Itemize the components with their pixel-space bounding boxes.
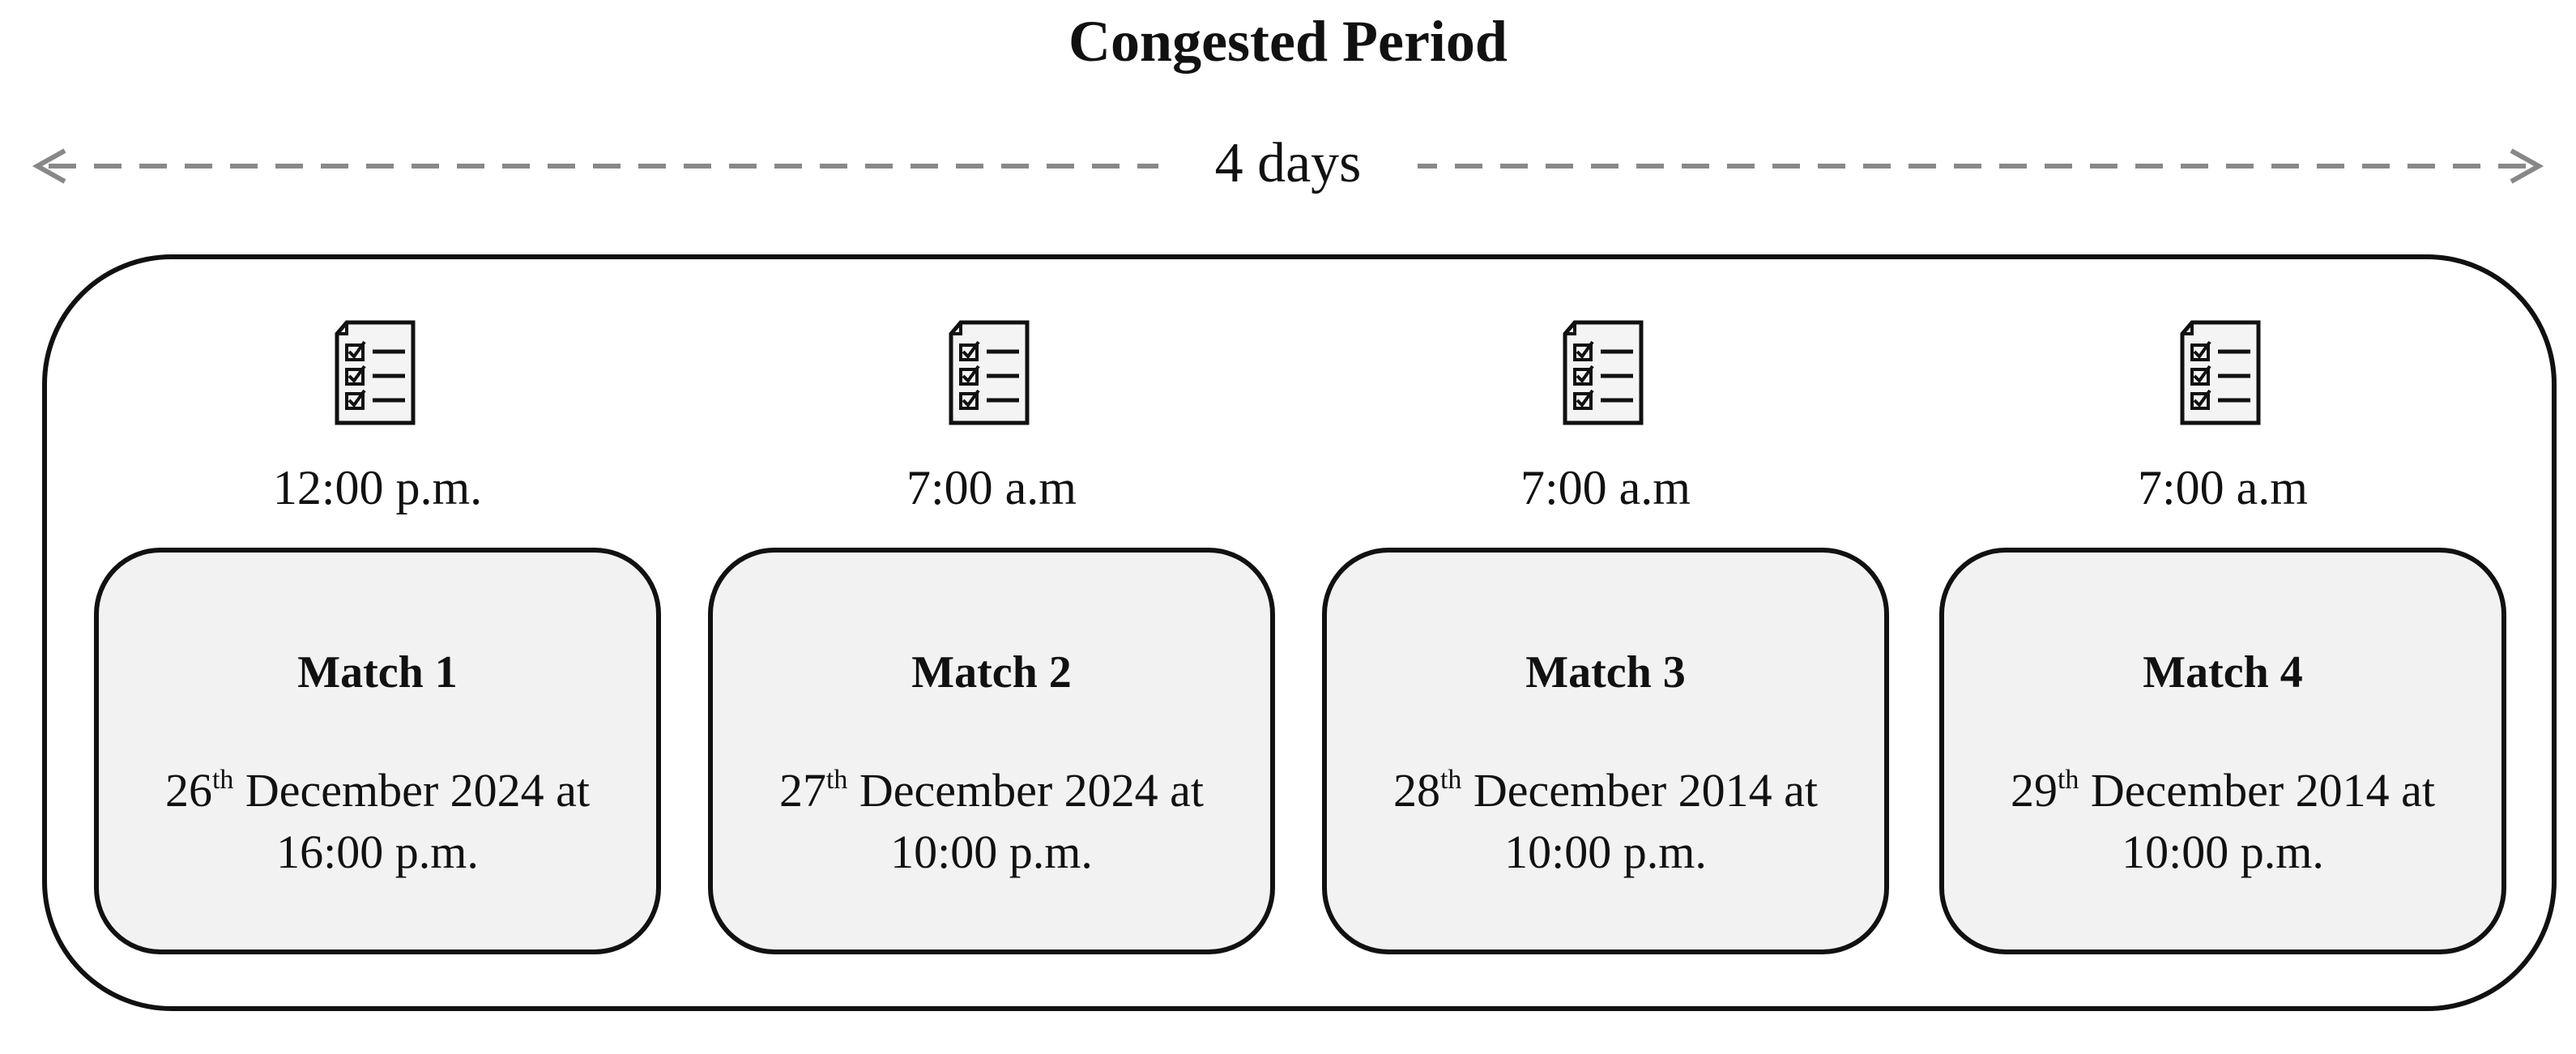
match-3-box xyxy=(1322,548,1889,954)
match-3-title: Match 3 xyxy=(1525,647,1686,698)
match-column-1 xyxy=(94,0,661,1054)
duration-label: 4 days xyxy=(1158,123,1418,204)
match-2-date-rest: December 2024 at xyxy=(847,764,1205,817)
checklist-document-icon xyxy=(329,319,426,428)
match-1-day: 26 xyxy=(164,764,212,817)
match-2-day: 27 xyxy=(778,764,826,817)
match-4-title: Match 4 xyxy=(2143,647,2303,698)
match-2-title: Match 2 xyxy=(911,647,1072,698)
match-2-time: 7:00 a.m xyxy=(906,461,1077,514)
checklist-document-icon xyxy=(943,319,1040,428)
match-3-ordinal: th xyxy=(1439,765,1462,795)
match-3-date xyxy=(1327,760,1884,883)
match-4-date xyxy=(1944,760,2501,883)
match-1-kickoff: 16:00 p.m. xyxy=(276,826,479,878)
match-1-box xyxy=(94,548,661,954)
match-3-date-rest: December 2014 at xyxy=(1461,764,1819,817)
match-3-day: 28 xyxy=(1392,764,1440,817)
match-2-ordinal: th xyxy=(825,765,848,795)
match-1-title: Match 1 xyxy=(297,647,458,698)
match-4-ordinal: th xyxy=(2057,765,2079,795)
match-2-date xyxy=(713,760,1270,883)
match-1-time: 12:00 p.m. xyxy=(272,461,483,514)
match-column-3 xyxy=(1322,0,1889,1054)
match-column-4 xyxy=(1939,0,2506,1054)
match-1-date xyxy=(99,760,656,883)
match-3-kickoff: 10:00 p.m. xyxy=(1504,826,1707,878)
match-4-box xyxy=(1939,548,2506,954)
match-2-kickoff: 10:00 p.m. xyxy=(890,826,1093,878)
checklist-document-icon xyxy=(2174,319,2271,428)
match-4-time: 7:00 a.m xyxy=(2138,461,2308,514)
match-4-day: 29 xyxy=(2010,764,2058,817)
diagram-title: Congested Period xyxy=(1068,9,1508,74)
checklist-document-icon xyxy=(1557,319,1654,428)
match-2-box xyxy=(708,548,1275,954)
match-3-time: 7:00 a.m xyxy=(1520,461,1691,514)
match-4-date-rest: December 2014 at xyxy=(2079,764,2436,817)
match-column-2 xyxy=(708,0,1275,1054)
match-1-date-rest: December 2024 at xyxy=(233,764,591,817)
match-1-ordinal: th xyxy=(211,765,234,795)
match-4-kickoff: 10:00 p.m. xyxy=(2122,826,2324,878)
